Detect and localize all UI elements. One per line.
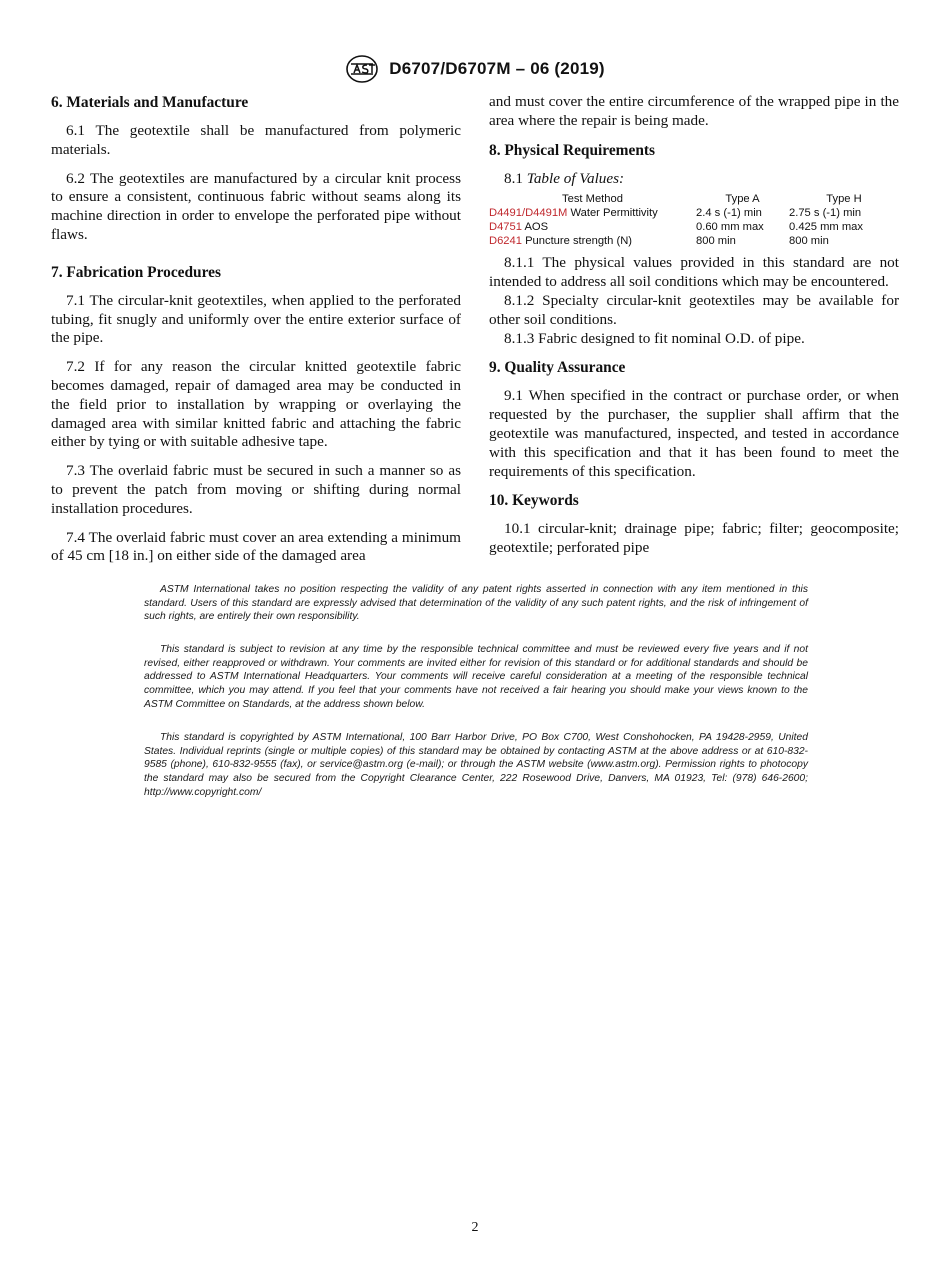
- table-of-values: [489, 192, 899, 248]
- section-8-heading: 8. Physical Requirements: [489, 141, 656, 159]
- type-h-cell: 0.425 mm max: [789, 221, 863, 234]
- section-6-heading: 6. Materials and Manufacture: [51, 94, 249, 111]
- paragraph-6-2: 6.2 The geotextiles are manufactured by a circular knit process to ensure a consistent, continuous fabric without seams along its machine direction in order to envelope the perforated pipe without flaws.: [51, 169, 461, 243]
- paragraph-9-1: 9.1 When specified in the contract or purchase order, or when requested by the purchaser, the supplier shall affirm that the geotextile was manufactured, inspected, and tested in accordance with this specification and that it has been found to meet the requirements of this specification.: [489, 387, 899, 480]
- table-header-row: [489, 192, 899, 206]
- patent-notice: ASTM International takes no position respecting the validity of any patent rights asserted in connection with any item mentioned in this standard. Users of this standard are expressly advised that determination of the validity of any such patent rights, and the risk of infringement of such rights, are entirely their own responsibility.: [144, 584, 808, 623]
- test-method-cell: Puncture strength (N): [521, 235, 633, 248]
- paragraph-7-3: 7.3 The overlaid fabric must be secured in such a manner so as to prevent the patch from moving or shifting during normal installation procedures.: [51, 462, 461, 517]
- table-title: Table of Values:: [526, 169, 625, 187]
- copyright-notice: This standard is copyrighted by ASTM International, 100 Barr Harbor Drive, PO Box C700, West Conshohocken, PA 19428-2959, United States. Individual reprints (single or multiple copies) of this standard may be obtained by contacting ASTM at the above address or at 610-832-9585 (phone), 610-832-9555 (fax), or service@astm.org (e-mail); or through the ASTM website (www.astm.org). Permission rights to photocopy the standard may also be secured from the Copyright Clearance Center, 222 Rosewood Drive, Danvers, MA 01923, Tel: (978) 646-2600; http://www.copyright.com/: [144, 732, 808, 798]
- section-9-heading: 9. Quality Assurance: [489, 359, 626, 377]
- type-a-cell: 800 min: [696, 235, 736, 248]
- type-h-cell: 2.75 s (-1) min: [789, 207, 862, 220]
- astm-logo-icon: [345, 54, 379, 84]
- reference-link-d4751[interactable]: D4751: [489, 221, 522, 234]
- test-method-cell: Water Permittivity: [567, 207, 658, 220]
- type-h-cell: 800 min: [789, 235, 829, 248]
- table-row: [489, 234, 899, 248]
- table-header-type-h: Type H: [826, 193, 862, 206]
- document-title: D6707/D6707M – 06 (2019): [389, 59, 605, 78]
- paragraph-6-1: 6.1 The geotextile shall be manufactured from polymeric materials.: [51, 122, 461, 158]
- paragraph-7-4: 7.4 The overlaid fabric must cover an area extending a minimum of 45 cm [18 in.] on either side of the damaged area: [51, 528, 461, 565]
- paragraph-8-1-1: 8.1.1 The physical values provided in this standard are not intended to address all soil conditions which may be encountered.: [489, 254, 899, 291]
- table-caption: 8.1 Table of Values:: [504, 169, 625, 187]
- page-header: [0, 54, 950, 84]
- paragraph-8-1-3: 8.1.3 Fabric designed to fit nominal O.D. of pipe.: [504, 329, 805, 347]
- paragraph-7-2: 7.2 If for any reason the circular knitted geotextile fabric becomes damaged, repair of damaged area may be conducted in the field prior to installation by wrapping or overlaying the damaged area with similar knitted fabric and attaching the fabric either by tying or with suitable adhesive tape.: [51, 358, 461, 451]
- paragraph-7-4-continued: and must cover the entire circumference of the wrapped pipe in the area where the repair is being made.: [489, 93, 899, 129]
- right-column: [489, 93, 899, 568]
- left-column: [51, 93, 461, 576]
- table-row: [489, 206, 899, 220]
- revision-notice: This standard is subject to revision at any time by the responsible technical committee and must be reviewed every five years and if not revised, either reapproved or withdrawn. Your comments are invited either for revision of this standard or for additional standards and should be addressed to ASTM International Headquarters. Your comments will receive careful consideration at a meeting of the responsible technical committee, which you may attend. If you feel that your comments have not received a fair hearing you should make your views known to the ASTM Committee on Standards, at the address shown below.: [144, 644, 808, 710]
- section-10-heading: 10. Keywords: [489, 492, 579, 510]
- section-7-heading: 7. Fabrication Procedures: [51, 263, 221, 281]
- reference-link-d4491[interactable]: D4491/D4491M: [489, 207, 568, 220]
- reference-link-d6241[interactable]: D6241: [489, 235, 522, 248]
- test-method-cell: AOS: [521, 221, 549, 234]
- paragraph-10-1: 10.1 circular-knit; drainage pipe; fabric; filter; geocomposite; geotextile; perforated pipe: [489, 520, 899, 557]
- page-number: 2: [471, 1220, 479, 1235]
- table-header-test-method: Test Method: [562, 193, 623, 206]
- table-header-type-a: Type A: [725, 193, 760, 206]
- paragraph-8-1-2: 8.1.2 Specialty circular-knit geotextiles may be available for other soil conditions.: [489, 291, 899, 328]
- type-a-cell: 0.60 mm max: [696, 221, 764, 234]
- paragraph-7-1: 7.1 The circular-knit geotextiles, when applied to the perforated tubing, fit snugly and uniformly over the entire exterior surface of the pipe.: [51, 291, 461, 347]
- type-a-cell: 2.4 s (-1) min: [696, 207, 762, 220]
- table-row: [489, 220, 899, 234]
